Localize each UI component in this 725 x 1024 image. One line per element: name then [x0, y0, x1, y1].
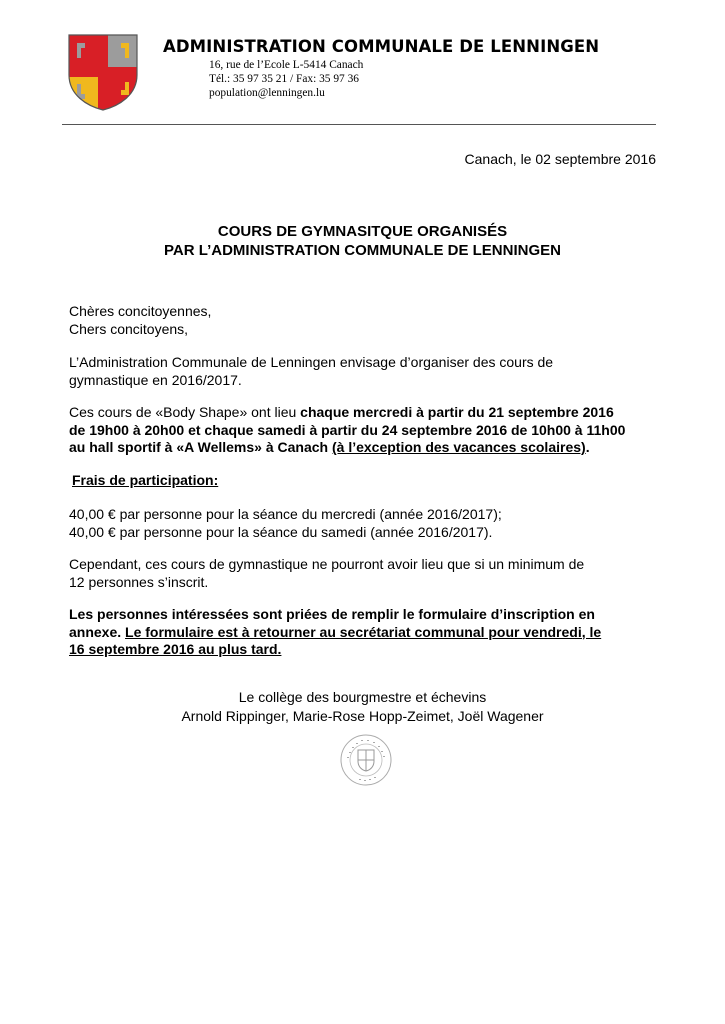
address-line: 16, rue de l’Ecole L-5414 Canach	[209, 59, 364, 71]
courses-line-3	[69, 439, 656, 457]
phone-fax-line: Tél.: 35 97 35 21 / Fax: 35 97 36	[209, 73, 359, 85]
salutation-line-1: Chères concitoyennes,	[69, 303, 212, 319]
courses-line-3-end: .	[585, 439, 590, 455]
courses-line-1-bold: chaque mercredi à partir du 21 septembre 2016	[300, 404, 614, 420]
letter-date: Canach, le 02 septembre 2016	[464, 151, 656, 167]
email-address: population@lenningen.lu	[209, 87, 325, 99]
closing-line-2-underlined: Le formulaire est à retourner au secrétariat communal pour vendredi, le	[125, 623, 602, 640]
closing-line-3: 16 septembre 2016 au plus tard.	[69, 641, 282, 657]
courses-paragraph	[69, 404, 656, 457]
closing-line-1: Les personnes intéressées sont priées de remplir le formulaire d’inscription en	[69, 606, 595, 622]
signature-council: Le collège des bourgmestre et échevins	[238, 689, 487, 705]
courses-line-2: de 19h00 à 20h00 et chaque samedi à partir du 24 septembre 2016 de 10h00 à 11h00	[69, 421, 626, 438]
minimum-line-2: 12 personnes s’inscrit.	[69, 573, 209, 590]
courses-line-1	[69, 404, 656, 422]
courses-venue: au hall sportif à «A Wellems» à Canach	[69, 439, 332, 455]
header-divider	[62, 124, 656, 125]
courses-line-1-text: Ces cours de «Body Shape» ont lieu	[69, 404, 301, 420]
letter-title-line-2: PAR L’ADMINISTRATION COMMUNALE DE LENNINGEN	[164, 242, 561, 259]
minimum-paragraph	[69, 556, 656, 591]
organization-name: ADMINISTRATION COMMUNALE DE LENNINGEN	[163, 37, 600, 56]
salutation-line-2: Chers concitoyens,	[69, 320, 189, 337]
signature-names: Arnold Rippinger, Marie-Rose Hopp-Zeimet, Joël Wagener	[181, 708, 544, 724]
intro-paragraph	[69, 354, 656, 389]
courses-exception: (à l’exception des vacances scolaires)	[331, 439, 586, 455]
fees-list	[69, 506, 656, 541]
official-seal-stamp	[339, 733, 393, 787]
fees-heading: Frais de participation:	[72, 472, 219, 488]
intro-line-1: L’Administration Communale de Lenningen envisage d’organiser des cours de	[69, 354, 554, 370]
salutation	[69, 303, 656, 338]
intro-line-2: gymnastique en 2016/2017.	[69, 371, 242, 388]
minimum-line-1: Cependant, ces cours de gymnastique ne pourront avoir lieu que si un minimum de	[69, 556, 585, 572]
closing-line-2	[69, 624, 656, 642]
municipal-coat-of-arms	[67, 33, 139, 111]
closing-line-2-text: annexe.	[69, 623, 126, 640]
fee-saturday: 40,00 € par personne pour la séance du samedi (année 2016/2017).	[69, 523, 493, 540]
fee-wednesday: 40,00 € par personne pour la séance du mercredi (année 2016/2017);	[69, 506, 502, 522]
letter-title-line-1: COURS DE GYMNASITQUE ORGANISÉS	[217, 223, 508, 240]
closing-paragraph	[69, 606, 656, 659]
